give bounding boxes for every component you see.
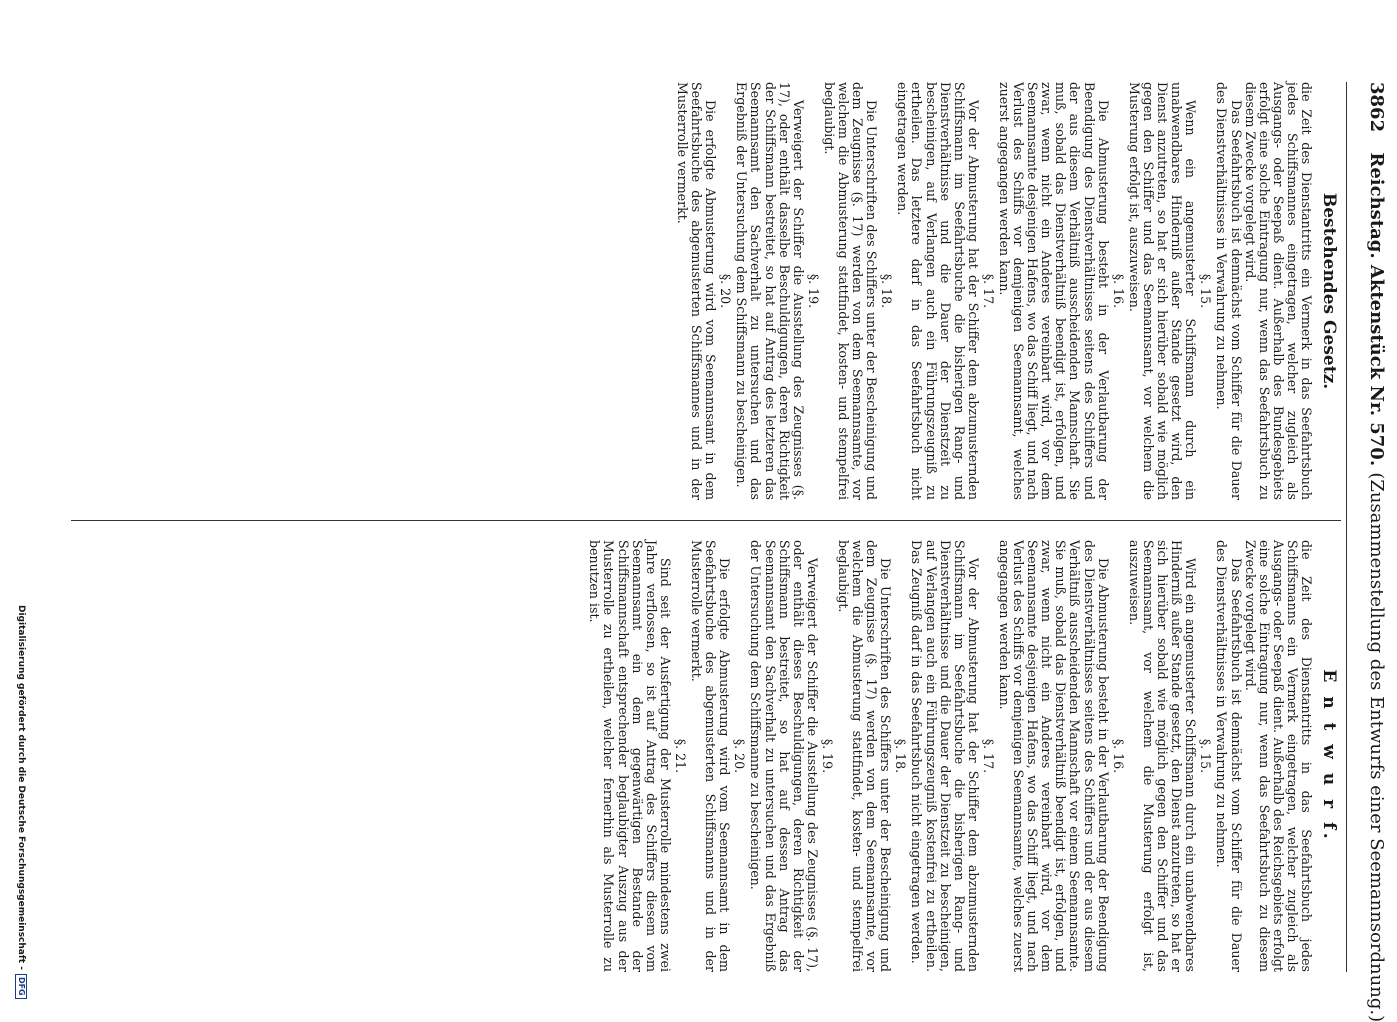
section-number: §. 16.	[1110, 738, 1126, 774]
header-subtitle: (Zusammenstellung des Entwurfs einer Seemannsordnung.)	[1366, 472, 1387, 1022]
section-number: §. 17.	[980, 273, 996, 309]
section-text: Sind seit der Ausfertigung der Musterrolle mindestens zwei Jahre verflossen, so ist auf Antrag des Schiffers diesem vom Seemannsamt ein dem gegenwärtigen Bestande der Schiffsmannschaft entsprechender beglaubigter Auszug aus der Musterrolle zu ertheilen, welcher fernerhin als Musterrolle zu benutzen ist.	[587, 540, 673, 972]
left-section-19	[734, 82, 820, 500]
section-number: §. 20.	[718, 273, 734, 309]
column-divider	[71, 520, 1341, 521]
section-number: §. 19.	[819, 738, 835, 774]
left-intro: die Zeit des Dienstantritts ein Vermerk in das Seefahrtsbuch jedes Schiffsmannes eingetragen, welcher zugleich als Ausgangs- oder Seepaß dient. Außerhalb des Bundesgebiets erfolgt eine solche Eintragung nur, wenn das Seefahrtsbuch zu diesem Zwecke vorgelegt wird.	[1242, 82, 1314, 500]
right-section-16	[997, 540, 1125, 972]
section-number: §. 21.	[672, 738, 688, 774]
section-text: Die Abmusterung besteht in der Verlautbarung der Beendigung des Dienstverhältnisses seitens des Schiffers und der aus diesem Verhältniß ausscheidenden Mannschaft vor einem Seemannsamte. Sie muß, sobald das Dienstverhältniß beendigt ist, erfolgen, und zwar, wenn nicht ein Anderes vereinbart wird, vor dem Seemannsamte desjenigen Hafens, wo das Schiff liegt, und nach Verlust des Schiffs vor demjenigen Seemannsamte, welches zuerst angegangen werden kann.	[997, 540, 1111, 972]
page-header	[1347, 82, 1387, 1022]
left-section-15	[1127, 82, 1213, 500]
left-section-18	[822, 82, 893, 500]
header-rule	[1346, 82, 1347, 972]
right-section-18	[836, 540, 907, 972]
section-text: Die Unterschriften des Schiffers unter der Bescheinigung und dem Zeugnisse (§. 17) werden von dem Seemannsamte, vor welchem die Abmusterung stattfindet, kosten- und stempelfrei beglaubigt.	[821, 82, 880, 500]
right-column-heading: E n t w u r f.	[1319, 669, 1339, 843]
left-intro-2: Das Seefahrtsbuch ist demnächst vom Schiffer für die Dauer des Dienstverhältnisses in Verwahrung zu nehmen.	[1214, 82, 1244, 500]
left-column-heading: Bestehendes Gesetz.	[1319, 192, 1339, 390]
dfg-footer	[14, 605, 28, 995]
section-text: Die erfolgte Abmusterung wird vom Seemannsamt in dem Seefahrtsbuche des abgemusterten Schiffsmannes und in der Musterrolle vermerkt.	[674, 82, 719, 500]
dfg-logo-icon: DFG	[15, 974, 27, 999]
right-column	[73, 540, 1313, 972]
header-title: Reichstag. Aktenstück Nr. 570.	[1366, 152, 1387, 467]
section-text: Die Unterschriften des Schiffers unter der Bescheinigung und dem Zeugnisse (§. 17) werden von dem Seemannsamte, vor welchem die Abmusterung stattfindet, kosten- und stempelfrei beglaubigt.	[836, 540, 894, 972]
right-section-19	[748, 540, 834, 972]
section-number: §. 18.	[893, 738, 909, 774]
right-section-17	[909, 540, 995, 972]
section-number: §. 19.	[805, 273, 821, 309]
right-section-21	[587, 540, 687, 972]
section-number: §. 20.	[732, 738, 748, 774]
right-section-20	[689, 540, 746, 972]
section-number: §. 17.	[980, 738, 996, 774]
footer-text: Digitalisierung gefördert durch die Deutsche Forschungsgemeinschaft -	[16, 605, 26, 970]
section-number: §. 16.	[1110, 273, 1126, 309]
page-number: 3862	[1366, 82, 1387, 133]
section-number: §. 15.	[1198, 273, 1214, 309]
section-text: Die erfolgte Abmusterung wird vom Seemannsamt in dem Seefahrtsbuche des abgemusterten Schiffsmanns und in der Musterrolle vermerkt.	[689, 540, 733, 972]
section-text: Vor der Abmusterung hat der Schiffer dem abzumusternden Schiffsmann im Seefahrtsbuche die bisherigen Rang- und Dienstverhältnisse und die Dauer der Dienstzeit zu bescheinigen, auf Verlangen auch ein Führungszeugniß kostenfrei zu ertheilen. Das Zeugniß darf in das Seefahrtsbuch nicht eingetragen werden.	[909, 540, 981, 972]
section-number: §. 15.	[1198, 738, 1214, 774]
section-text: Wird ein angemusterter Schiffsmann durch ein unabwendbares Hinderniß außer Stande gesetzt, den Dienst anzutreten, so hat er sich hierüber sobald wie möglich gegen den Schiffer und das Seemannsamt, vor welchem die Musterung erfolgt ist, auszuweisen.	[1126, 540, 1199, 972]
section-text: Vor der Abmusterung hat der Schiffer dem abzumusternden Schiffsmann im Seefahrtsbuche die bisherigen Rang- und Dienstverhältnisse und die Dauer der Dienstzeit zu bescheinigen, auf Verlangen auch ein Führungszeugniß zu ertheilen. Das letztere darf in das Seefahrtsbuch nicht eingetragen werden.	[895, 82, 981, 500]
section-number: §. 18.	[879, 273, 895, 309]
left-column	[73, 82, 1313, 500]
section-text: Verweigert der Schiffer die Ausstellung des Zeugnisses (§. 17), oder enthält dieses Beschuldigungen, deren Richtigkeit der Schiffsmann bestreitet, so hat auf dessen Antrag das Seemannsamt den Sachverhalt zu untersuchen und das Ergebniß der Untersuchung dem Schiffsmanne zu bescheinigen.	[748, 540, 820, 972]
right-section-15	[1127, 540, 1213, 972]
left-section-17	[895, 82, 995, 500]
right-intro-2: Das Seefahrtsbuch ist demnächst vom Schiffer für die Dauer des Dienstverhältnisses in Verwahrung zu nehmen.	[1214, 540, 1244, 972]
section-text: Die Abmusterung besteht in der Verlautbarung der Beendigung des Dienstverhältnisses seitens des Schiffers und der aus diesem Verhältniß ausscheidenden Mannschaft. Sie muß, sobald das Dienstverhältniß beendigt ist, erfolgen, und zwar, wenn nicht ein Anderes vereinbart wird, vor dem Seemannsamte desjenigen Hafens, wo das Schiff liegt, und nach Verlust des Schiffs vor demjenigen Seemannsamt, welches zuerst angegangen werden kann.	[997, 82, 1111, 500]
left-section-16	[997, 82, 1125, 500]
section-text: Wenn ein angemusterter Schiffsmann durch ein unabwendbares Hinderniß außer Stande gesetzt wird, den Dienst anzutreten, so hat er sich hierüber sobald wie möglich gegen den Schiffer und das Seemannsamt, vor welchem die Musterung erfolgt ist, auszuweisen.	[1126, 82, 1199, 500]
left-section-20	[675, 82, 732, 500]
right-intro: die Zeit des Dienstantritts in das Seefahrtsbuch jedes Schiffsmanns ein Vermerk eingetragen, welcher zugleich als Ausgangs- oder Seepaß dient. Außerhalb des Reichsgebiets erfolgt eine solche Eintragung nur, wenn das Seefahrtsbuch zu diesem Zwecke vorgelegt wird.	[1242, 540, 1314, 972]
section-text: Verweigert der Schiffer die Ausstellung des Zeugnisses (§. 17), oder enthält dasselbe Beschuldigungen, deren Richtigkeit der Schiffsmann bestreitet, so hat auf Antrag des letzteren das Seemannsamt den Sachverhalt zu untersuchen und das Ergebniß der Untersuchung dem Schiffsmann zu bescheinigen.	[734, 82, 806, 500]
